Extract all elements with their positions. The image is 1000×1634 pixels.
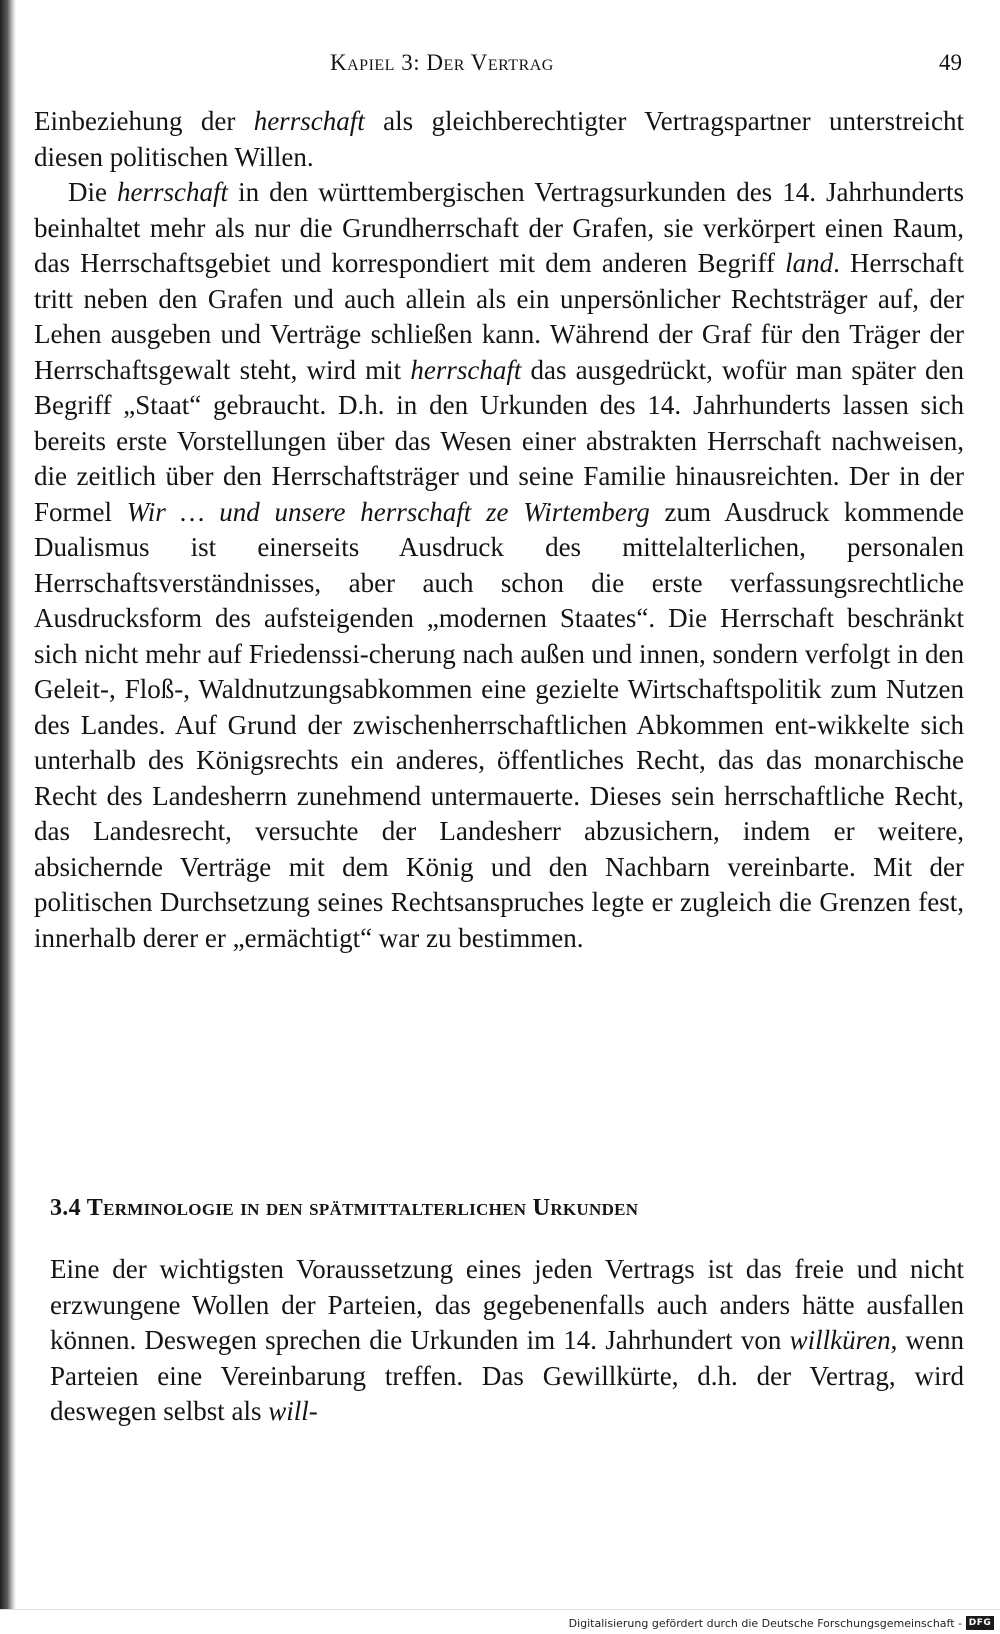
text-run: , wenn Parteien eine Vereinbarung treffen. Das Gewillkürte, d.h. der Vertrag, wird deswegen selbst als (50, 1325, 965, 1426)
body-text (34, 104, 964, 956)
italic-term: willküren (789, 1325, 891, 1355)
digitization-footer (0, 1609, 1000, 1634)
text-run: Einbeziehung der (34, 106, 254, 136)
paragraph-2 (34, 175, 964, 956)
text-run: . Herrschaft tritt neben den Grafen und auch allein als ein unpersönlicher Rechtsträger auf, der Lehen ausgeben und Verträge schließen kann. Während der Graf für den Träger der Herrschaftsgewalt steht, wird mit (34, 248, 964, 385)
text-run: in den württembergischen Vertragsurkunden des 14. Jahrhunderts beinhaltet mehr als nur die Grundherrschaft der Grafen, sie verkörpert einen Raum, das Herrschaftsgebiet und korrespondiert mit dem anderen Begriff (34, 177, 965, 278)
italic-term: herrschaft (253, 106, 365, 136)
paragraph-1 (34, 104, 964, 175)
dfg-logo: DFG (966, 1616, 994, 1630)
italic-term: will- (268, 1396, 318, 1426)
text-run: zum Ausdruck kommende Dualismus ist einerseits Ausdruck des mittelalterlichen, personalen Herrschaftsverständnisses, aber auch schon die erste verfassungsrechtliche Ausdrucksform des aufsteigenden „modernen Staates“. Die Herrschaft beschränkt sich nicht mehr auf Friedenssi-cherung nach außen und innen, sondern verfolgt in den Geleit-, Floß-, Waldnutzungsabkommen eine gezielte Wirtschaftspolitik zum Nutzen des Landes. Auf Grund der zwischenherrschaftlichen Abkommen ent-wikkelte sich unterhalb des Königsrechts ein anderes, öffentliches Recht, das das monarchische Recht des Landesherrn zunehmend untermauerte. Dieses sein herrschaftliche Recht, das Landesrecht, versuchte der Landesherr abzusichern, indem er weitere, absichernde Verträge mit dem König und den Nachbarn vereinbarte. Mit der politischen Durchsetzung seines Rechtsanspruches legte er zugleich die Grenzen fest, innerhalb derer er „ermächtigt“ war zu bestimmen. (34, 496, 965, 953)
section-heading: 3.4 Terminologie in den spätmittalterlichen Urkunden (50, 1195, 639, 1221)
italic-formula: Wir … und unsere herrschaft ze Wirtemberg (126, 496, 650, 527)
running-title: Kapiel 3: Der Vertrag (330, 50, 554, 75)
text-run: Eine der wichtigsten Voraussetzung eines jeden Vertrags ist das freie und nicht erzwungene Wollen der Parteien, das gegebenenfalls auch anders hätte ausfallen können. Deswegen sprechen die Urkunden im 14. Jahrhundert von (50, 1254, 964, 1355)
page-number: 49 (939, 50, 962, 75)
text-run: als gleichberechtigter Vertragspartner unterstreicht diesen politischen Willen. (34, 106, 964, 172)
italic-term: herrschaft (117, 177, 229, 207)
text-run: Die (68, 177, 118, 207)
digitization-credit: Digitalisierung gefördert durch die Deutsche Forschungsgemeinschaft - (568, 1617, 962, 1630)
section-paragraph-1 (50, 1252, 964, 1430)
italic-term: herrschaft (410, 354, 522, 385)
section-text (50, 1252, 964, 1430)
text-run: das ausgedrückt, wofür man später den Begriff „Staat“ gebraucht. D.h. in den Urkunden des 14. Jahrhunderts lassen sich bereits erste Vorstellungen über das Wesen einer abstrakten Herrschaft nachweisen, die zeitlich über den Herrschaftsträger und seine Familie hinausreichten. Der in der Formel (34, 354, 964, 527)
italic-term: land (785, 248, 834, 278)
